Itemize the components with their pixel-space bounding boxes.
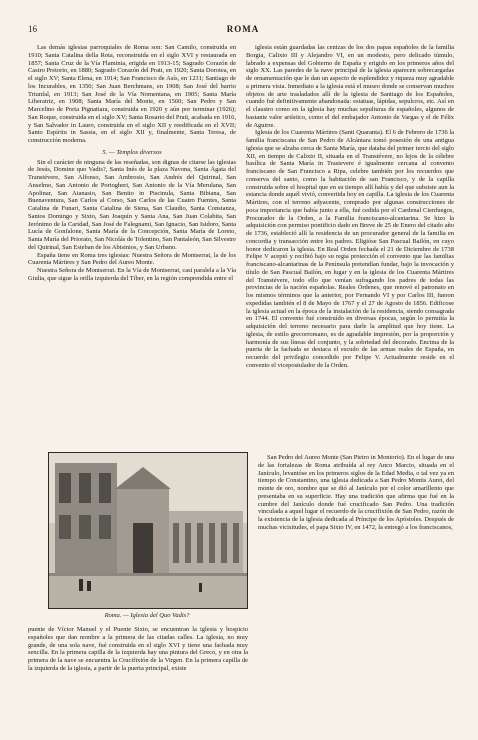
page-header xyxy=(28,24,458,38)
photo-caption: Roma. — Iglesia del Quo Vadis? xyxy=(104,612,190,619)
section-title xyxy=(28,149,236,157)
paragraph-parish-churches: Las demás iglesias parroquiales de Roma son: San Camilo, construida en 1910; Santa Catalina della Rota, reconstruida en el siglo XVI y restaurada en 1857; Santa Cruz de la Vía Flaminia, erigida en 1913-15; Sagrado Corazón de Castro Pretorio, en 1880; Sagrado Corazón del Prati, en 1920; Santa Dorotea, en el siglo XV; Santa Elena, en 1914; San Francisco de Asís, en 1231; Santiago de los Incurables, en 1350; San Juan Berchmans, en 1908; San José del barrio Triunfal, en 1913; San José de la Vía Nomentana, en 1905; Santa María Liberatriz, en 1908; Santa María del Monte, en 1560; San Pedro y San Marcelino de Porta Pignattara, construida en 1920 y aún por terminar (1926); San Roque, construida en el siglo XV; Santa Rosario del Prati, acabada en 1916, y San Salvador in Lauro, construida en el siglo XII y reedificada en el XVII; Santo Espíritu in Sassia, en el siglo XII y, finalmente, Santa Teresa, de construcción moderna. xyxy=(28,44,236,144)
paragraph-bottom-left: puente de Víctor Manuel y el Puente Sixto, se encuentran la iglesia y hospicio españoles que dan nombre a la primera de las citadas calles. La iglesia, no muy grande, de una sola nave, fué construida en el siglo XVI y tiene una fachada muy sencilla. En la primera capilla de la izquierda hay una pintura del Greco, y en otra la primera de la nave se encuentra la Crucifixión de la Virgen. En la primera capilla de la izquierda de la iglesia, a partir de la puerta principal, existe xyxy=(28,626,248,672)
right-column xyxy=(246,44,454,449)
church-photo xyxy=(48,452,248,609)
paragraph-cuarenta-martires: Iglesia de los Cuarenta Mártires (Santi Quaranta). El 6 de Febrero de 1736 la familia franciscana de San Pedro de Alcántara tomó posesión de una antigua iglesia que se alzaba cerca de Santa María, que databa del primer tercio del siglo XII, en tiempo de Calixto II, situada en el Transtévere, no lejos de la célebre basílica de Santa María in Trastevere é igualmente cercana al convento franciscano de San Francisco a Ripa, celebre también por los recuerdos que conserva del santo, como la habitación de san Francisco, y de la capilla construida sobre el hospital que en su tiempo allí había y del que subsiste aun la estancia donde aquél vivió, convertida hoy en capilla. La iglesia de los Cuarenta Mártires, con el terreno adyacente, comprado por algunas construcciones de poca importancia que había junto a ella, fué cedida por el Cardenal Cienfuegos, Procurador de la Orden, a la Familia franciscano-alcantarina. Se hizo la adquisición con permiso pontificio dado en Breve de 25 de Enero del citado año de 1736, estableció allí la residencia de un procurador general de la familia en concordia y transacción entre los padres. Eligióse San Pascual Bailón, en cuyo honor dedicaron la iglesia. En Real Orden fechada el 21 de Diciembre de 1738 Felipe V aceptó y recibió bajo su regia protección el convento que las familias franciscano-alcantarinas de la Península pretendían fundar, bajo la invocación y título de San Pascual Bailón, en lugar y en la iglesia de los Cuarenta Mártires del Transtévere, todo ello que venían sufragando los padres de todas las provincias de la nación españolas. Reales Órdenes, que renovó el patronato en los mismos términos que la anterior, por Fernando VI y por Carlos III, fueron expedidas también el 8 de Mayo de 1767 y el 27 de Agosto de 1856. Edificose la iglesia actual en la época de la instalación de la residencia, siendo consagrada en 1744. El convento fué construído en diversas épocas, según lo permitía la adquisición del terreno necesario para darle la amplitud que hoy tiene. La iglesia, de estilo grecorromano, es de agradable impresión, por la proporción y harmonía de sus líneas del conjunto, y la sobriedad del decorado. Encima de la puerta de la fachada se destaca el escudo de las armas reales de España, en recuerdo del privilegio concedido por Felipe V. Actualmente reside en el convento el vicepostulador de la Orden. xyxy=(246,129,454,369)
bottom-left-text xyxy=(28,626,248,736)
right-column-lower xyxy=(258,454,454,624)
paragraph-aureo-monte: San Pedro del Aureo Monte (San Pietro in Montorio). En el lugar de una de las fortalezas de Roma atribuída al rey Anco Marcio, situada en el Janículo, levantóse en los primeros siglos de la Edad Media, o tal vez ya en tiempo de Constantino, una iglesia dedicada a San Pedro Montis Aurei, del monte de oro, nombre que se dió al Janículo por el color amarillento que presentaba en su superficie. Hay una tradición que afirma que fué en la cumbre del Janículo donde fué crucificado San Pedro. Una tradición vinculada a aquel lugar el recuerdo de la crucifixión de San Pedro, razón de la existencia de la iglesia dedicada al Príncipe de los Apóstoles. Después de muchas vicisitudes, el papa Sixto IV, en 1472, la entregó a los franciscanos, xyxy=(258,454,454,531)
church-illustration xyxy=(49,453,247,608)
section-title-text: 5. — Templos diversos xyxy=(102,148,162,156)
left-column xyxy=(28,44,236,283)
page-number: 16 xyxy=(28,24,37,34)
paragraph-various-temples: Sin el carácter de ninguna de las reseñadas, son dignas de citarse las iglesias de Jesús, Domine quo Vadis?, Santa Inés de la plaza Navona, Santa Ágata del Transtévere, San Alfonso, San Ambrosio, San Andrés del Quirinal, San Anselmo, San Antonio de Portogheri, San Antonio de la Vía Merulana, San Apolinar, San Atanasio, San Benito in Piscinula, Santa Bibiana, San Buenaventura, San Carlos al Corso, San Carlos de las Cuatro Fuentes, Santa Catalina de Funari, Santa Catalina de Siena, San Claudio, Santa Constanza, Santos Domingo y Sixto, San Joaquín y Santa Ana, San Juan Colabita, San Jerónimo de la Caridad, San José de Falegnami, San Ignacio, San Isidoro, Santa Lucía de Gonfalone, Santa María de la Concepción, Santa María de Loreto, Santa María del Priorato, San Nicolás de Tolentino, San Pantaleón, San Silvestre del Quirinal, San Esteban de los Abisinios, y San Urbano. xyxy=(28,158,236,251)
paragraph-borgia-tombs: iglesia están guardadas las cenizas de los dos papas españoles de la familia Borgia, Calixto III y Alejandro VI, en un modesto, pero delicado túmulo, labrado a expensas del Gobierno de España y erigido en los primeros años del siglo XX. Las paredes de la nave principal de la iglesia aparecen sobrecargadas de ornamentación que le dan un aspecto de esplendidez y riqueza muy agradable a primera vista. Inmediato a la iglesia está el museo donde se conservan muchos objetos de arte trasladados allí de la iglesia de Santiago de los Españoles, cuando fué definitivamente abandonada: estatuas, lápidas, sepulcros, etc. Así en el claustro como en la iglesia hay muchas sepulturas de españoles, algunos de bastante valor artístico, como el del embajador Antonio de Vargas y el de Félix de Aguirre. xyxy=(246,44,454,129)
paragraph-spanish-churches: España tiene en Roma tres iglesias: Nuestra Señora de Montserrat, la de los Cuarenta Mártires y San Pedro del Aureo Monte. xyxy=(28,251,236,267)
paragraph-montserrat: Nuestra Señora de Montserrat. En la Vía de Montserrat, casi paralela a la Vía Giulia, que sigue la orilla izquierda del Tíber, en la región comprendida entre el xyxy=(28,267,236,282)
running-title: ROMA xyxy=(226,24,260,34)
